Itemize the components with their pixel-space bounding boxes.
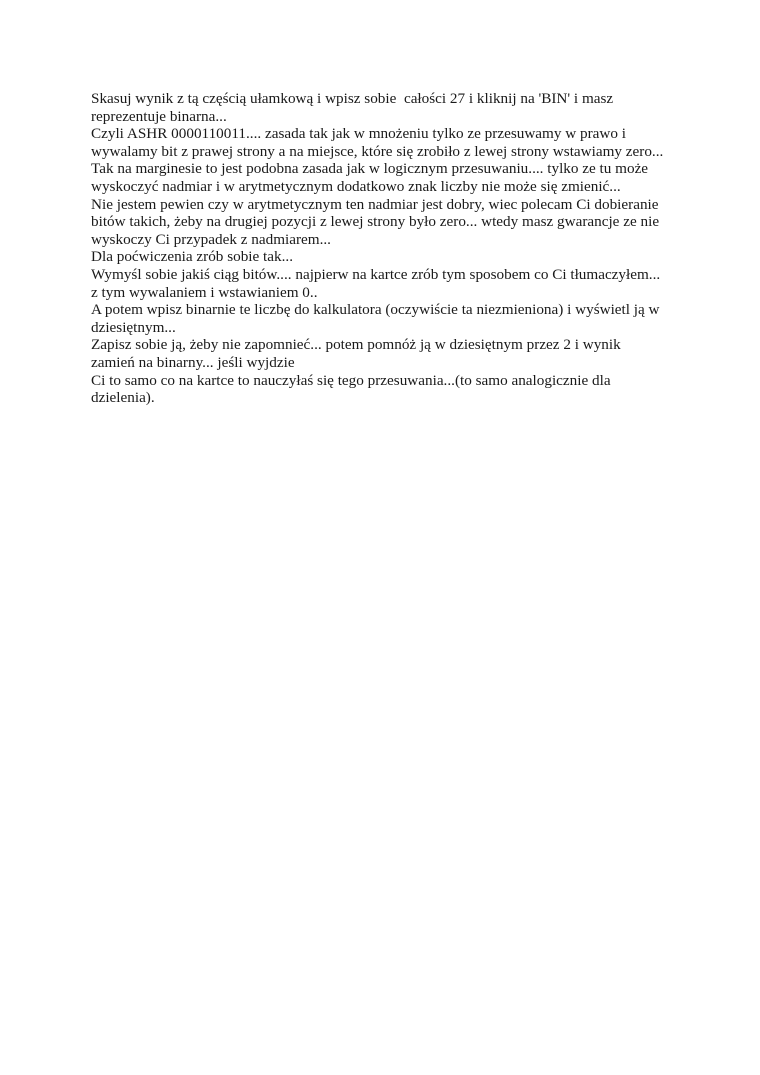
text-line: dziesiętnym... (91, 318, 176, 336)
text-line: A potem wpisz binarnie te liczbę do kalkulatora (oczywiście ta niezmieniona) i wyświetl ją w (91, 301, 660, 319)
text-line: wyskoczyć nadmiar i w arytmetycznym dodatkowo znak liczby nie może się zmienić... (91, 177, 621, 195)
text-line: Wymyśl sobie jakiś ciąg bitów.... najpierw na kartce zrób tym sposobem co Ci tłumaczyłem... (91, 265, 661, 283)
text-line: Ci to samo co na kartce to nauczyłaś się tego przesuwania...(to samo analogicznie dla (91, 371, 611, 389)
text-line: wyskoczy Ci przypadek z nadmiarem... (91, 230, 331, 248)
text-line: bitów takich, żeby na drugiej pozycji z lewej strony było zero... wtedy masz gwarancje ze nie (91, 213, 660, 231)
text-line: wywalamy bit z prawej strony a na miejsce, które się zrobiło z lewej strony wstawiamy zero... (91, 142, 664, 160)
text-line: Nie jestem pewien czy w arytmetycznym ten nadmiar jest dobry, wiec polecam Ci dobieranie (91, 195, 659, 213)
text-line: zamień na binarny... jeśli wyjdzie (91, 353, 295, 371)
text-line: Skasuj wynik z tą częścią ułamkową i wpisz sobie całości 27 i kliknij na 'BIN' i masz (91, 90, 614, 107)
text-line: Tak na marginesie to jest podobna zasada jak w logicznym przesuwaniu.... tylko ze tu może (91, 160, 649, 178)
document-body-text (91, 90, 681, 407)
text-line: Dla poćwiczenia zrób sobie tak... (91, 248, 293, 266)
text-line: dzielenia). (91, 389, 155, 407)
text-line: reprezentuje binarna... (91, 107, 227, 125)
text-line: Czyli ASHR 0000110011.... zasada tak jak w mnożeniu tylko ze przesuwamy w prawo i (91, 125, 626, 143)
text-line: z tym wywalaniem i wstawianiem 0.. (91, 283, 318, 301)
text-line: Zapisz sobie ją, żeby nie zapomnieć... potem pomnóż ją w dziesiętnym przez 2 i wynik (91, 336, 621, 354)
